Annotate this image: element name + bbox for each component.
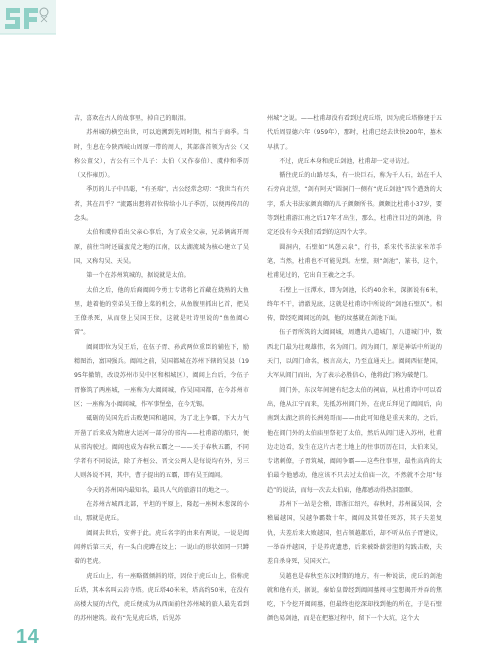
paragraph: 循往虎丘的山路尽头，有一块巨石，称为千人石，站在千人石旁向北望，“剑有阿天”圆洞门一侧有“虎丘剑池”四个遒劲的大字，系大书法家颜真卿的儿子颜颇所书。颜颇比杜甫小37岁，要等到杜甫游江南之后17年才出生，那么，杜甫注目过的剑池，肯定还没有今天我们看到的这四个大字。 bbox=[267, 172, 442, 237]
right-column bbox=[267, 112, 442, 627]
paragraph: 阖闾即位为吴王后，在伍子胥、孙武两位重臣的辅佐下，励精图治，富国强兵。阖闾之前，吴国都城在苏州下辖的吴县（1995年撤销，改设苏州市吴中区和相城区），阖闾上台后，令伍子胥修筑了两座城，一座称为大阖闾城，作吴国国都，在今苏州市区；一座称为小阖闾城，作军事堡垒，在今无锡。 bbox=[74, 343, 249, 408]
paragraph: 在苏州古城西北部，平坦的平原上，隆起一座树木葱深的小山，那就是虎丘。 bbox=[74, 501, 249, 523]
paragraph: 虎丘山上，有一座略微倾斜的塔，因位于虎丘山上，俗称虎丘塔，其本名叫云岩寺塔。虎丘塔40米米，塔高约50米，在没有高楼大厦的古代，虎丘便成为从西面前往苏州城的旅人最先看到的苏州建筑。故有“先见虎丘塔，后见苏 bbox=[74, 572, 249, 623]
paragraph: 阊门外，东汉年间建有纪念太伯的祠庙，从杜甫诗中可以看出，他从江宁而来，先抵苏州阊门外，在虎丘拜见了阖闾后，向南到太湖之滨的长洲苑哥而——由此可知他是重天来的，之后，他在阊门外的太伯庙里祭祀了太伯，然后从阊门进入苏州，杜甫边走边看，发生在这片古老土地上的往事历历在目，太伯来吴，专诸刺僚，子胥筑城，阖闾争霸——这些往事里，最性高尚的太伯最令他感动，他应该不只去过太伯庙一次，不然就不会用“每趋”的说法，而每一次去太伯庙，他都感动得热泪盈眶。 bbox=[267, 386, 442, 494]
masthead-logo bbox=[0, 0, 56, 40]
paragraph: 圆洞内，石壁如“风憩云泉”，行书，系宋代书法家米芾手笔，当然，杜甫也不可能见到。左壁，刻“剑池”，篆书，这个，杜甫见过的，它出自王羲之之手。 bbox=[267, 243, 442, 280]
paragraph: 吴越也是春秋至东汉时期的地方，有一种说法，虎丘的剑池就和他有关，据说，秦始皇曾经到阖闾墓闯寻宝想揭开并吞的焦吃，下令挖开阖闾墓，但最终也挖深却找到他的所在，于是石壁颜色易剑池，而是在把墓过程中，留下一个大坑，这个大 bbox=[267, 572, 442, 623]
paragraph: 太伯之后，他的后裔阖闾令勇士专诸将匕首藏在烧熟的大鱼里，趁着他的堂弟吴王僚上菜的机会，从鱼腹里抓出匕首，把吴王僚杀死，从而登上吴国王位，这就是吐诗里说的“鱼鱼阖心雷”。 bbox=[74, 286, 249, 337]
page-number: 14 bbox=[16, 626, 40, 648]
paragraph: 今天的苏州国内最知名，最具人气的旅游目的地之一。 bbox=[86, 486, 233, 494]
paragraph: 吉，喜欢在古人的故事里，掉自己的眼泪。 bbox=[74, 115, 190, 122]
article-body bbox=[74, 112, 442, 647]
paragraph: 太伯和虞仲看出父亲心事后，为了成全父亲，兄弟俩离开周原，前往当时还属蛮荒之地的江南，以太湖流域为核心建立了吴国，又称勾吴、天吴。 bbox=[74, 229, 249, 265]
paragraph: 阖闾去世后，安葬于此。虎丘名字的由来有两说，一说是阖闾葬后第三天，有一头白虎蹲在坟上；一说山的形状如同一只蹲着的老虎。 bbox=[74, 529, 249, 566]
paragraph: 苏州下一站是会稽，即浙江绍兴，春秋时，苏州属吴国，会稽属越国，吴越争霸数十年，阖闾及其曾任死苏，其子夫差复仇，夫差后来大败越国，但占领越都后，却不听从伍子胥建议，一举吞并越国，于是养虎遗患，后来被卧薪尝胆的勾践击败，夫差自杀身死，吴国灭亡。 bbox=[267, 501, 442, 566]
paragraph: 州城”之说。——杜甫却没有看到过虎丘塔，因为虎丘塔修建于五代后周显德六年（959年），那时，杜甫已经去世快200年，墓木早拱了。 bbox=[267, 115, 442, 151]
paragraph: 伍子胥所筑的大阖闾城，周遭共八道城门，八道城门中，数西北门最为壮观雄伟，名为阊门。阊为阊门，原是神话中所说的天门，以阊门命名，极言高大，乃至直通天上。阖闾西征楚国，大军从阊门而出，为了表示必胜信心，他将此门称为破楚门。 bbox=[267, 329, 442, 380]
paragraph: 不过，虎丘本身和虎丘剑池，杜甫却一定寻访过。 bbox=[279, 157, 414, 165]
paragraph: 第一个在苏州筑城的，据说就是太伯。 bbox=[86, 272, 190, 280]
paragraph: 苏州城的横空出世，可以追溯到先周时期，相当于商季。当时，生息在今陕西岐山周原一带的周人，其部落首领为古公（又称公亶父），古公有三个儿子：太伯（又作泰伯）、虞仲和季历（又作雍历）。 bbox=[74, 129, 249, 180]
paragraph: 砥砺的吴国先后击败楚国和越国，为了北上争霸，下大力气开凿了后来成为隋唐大运河一部分的邗沟——杜甫游的船只，便从邗沟驶过。阖闾也成为春秋五霸之一——关于春秋五霸，不同学者有不同说法，除了齐桓公、晋文公两人是每说均有外，另三人则各说不同，其中，曹子提出的五霸，即有吴王阖闾。 bbox=[74, 415, 249, 480]
left-column bbox=[74, 112, 249, 627]
paragraph: 季历的儿子中昌聪，“有圣瑞”，古公经常念叨：“我世当有兴者，其在昌乎？”流露出想将君位传给小儿子季历，以便再传昌的念头。 bbox=[74, 186, 249, 223]
paragraph: 石壁上一汪潭水，即为剑池，长约40余米，深据说有6米，终年不干，清澈见底，这就是杜甫诗中所说的“剑池石壁仄”。相传，曾经吃阖闾远的剑，他的坟墓就在剑池下面。 bbox=[267, 286, 442, 323]
